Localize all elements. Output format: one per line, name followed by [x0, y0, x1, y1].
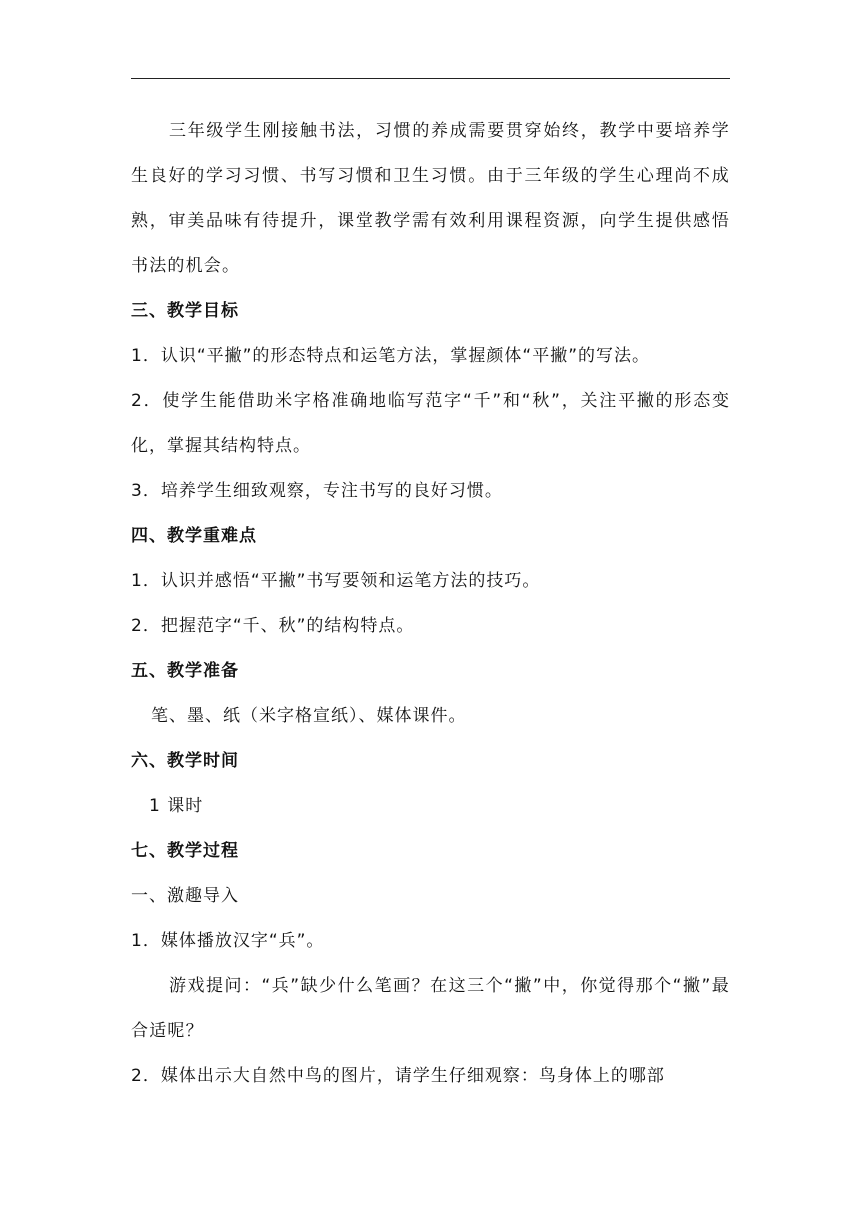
goal-item-1: 1．认识“平撇”的形态特点和运笔方法，掌握颜体“平撇”的写法。 — [131, 346, 651, 366]
process-step-1-detail: 游戏提问：“兵”缺少什么笔画？在这三个“撇”中，你觉得那个“撇”最合适呢？ — [131, 976, 730, 1041]
process-step-2: 2．媒体出示大自然中鸟的图片，请学生仔细观察：鸟身体上的哪部 — [131, 1066, 665, 1086]
document-body — [131, 109, 730, 1099]
heading-key-points: 四、教学重难点 — [131, 526, 257, 546]
heading-teaching-process: 七、教学过程 — [131, 841, 239, 861]
heading-preparation: 五、教学准备 — [131, 661, 239, 681]
intro-paragraph: 三年级学生刚接触书法，习惯的养成需要贯穿始终，教学中要培养学生良好的学习习惯、书写习惯和卫生习惯。由于三年级的学生心理尚不成熟，审美品味有待提升，课堂教学需有效利用课程资源，向学生提供感悟书法的机会。 — [131, 121, 730, 276]
header-rule — [131, 78, 730, 79]
heading-teaching-time: 六、教学时间 — [131, 751, 239, 771]
process-subheading: 一、激趣导入 — [131, 886, 239, 906]
key-point-item-1: 1．认识并感悟“平撇”书写要领和运笔方法的技巧。 — [131, 571, 541, 591]
heading-teaching-goals: 三、教学目标 — [131, 301, 239, 321]
goal-item-2: 2．使学生能借助米字格准确地临写范字“千”和“秋”，关注平撇的形态变化，掌握其结构特点。 — [131, 391, 730, 456]
goal-item-3: 3．培养学生细致观察，专注书写的良好习惯。 — [131, 481, 503, 501]
preparation-text: 笔、墨、纸（米字格宣纸）、媒体课件。 — [151, 706, 467, 726]
process-step-1: 1．媒体播放汉字“兵”。 — [131, 931, 325, 951]
key-point-item-2: 2．把握范字“千、秋”的结构特点。 — [131, 616, 415, 636]
teaching-time-text: 1 课时 — [149, 796, 204, 816]
